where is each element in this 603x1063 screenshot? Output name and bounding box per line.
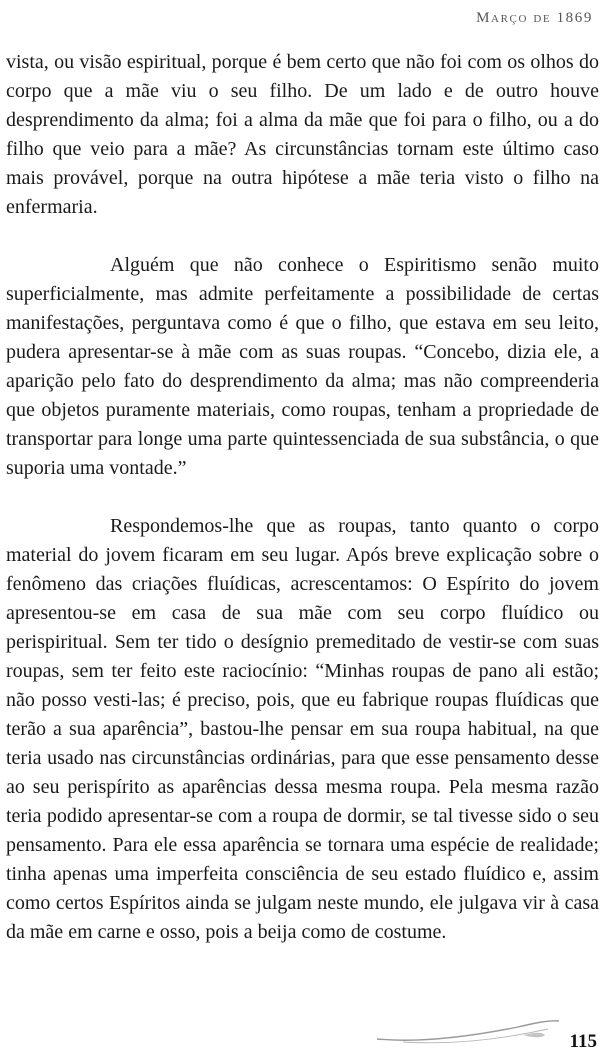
- paragraph-objection: Alguém que não conhece o Espiritismo senão muito superficialmente, mas admite perfeitamente a possibilidade de certas manifestações, perguntava como é que o filho, que estava em seu leito, pudera apresentar-se à mãe com as suas roupas. “Concebo, dizia ele, a aparição pelo fato do desprendimento da alma; mas não compreenderia que objetos puramente materiais, como roupas, tenham a propriedade de transportar para longe uma parte quintessenciada de sua substância, o que suporia uma vontade.”: [6, 254, 599, 479]
- page-body: [6, 48, 599, 947]
- paragraph-continuation: vista, ou visão espiritual, porque é bem certo que não foi com os olhos do corpo que a mãe viu o seu filho. De um lado e de outro houve desprendimento da alma; foi a alma da mãe que foi para o filho, ou a do filho que veio para a mãe? As circunstâncias tornam este último caso mais provável, porque na outra hipótese a mãe teria visto o filho na enfermaria.: [6, 51, 599, 218]
- flourish-swash-icon: [373, 1015, 563, 1045]
- paragraph-response: Respondemos-lhe que as roupas, tanto quanto o corpo material do jovem ficaram em seu lugar. Após breve explicação sobre o fenômeno das criações fluídicas, acrescentamos: O Espírito do jovem apresentou-se em casa de sua mãe com seu corpo fluídico ou perispiritual. Sem ter tido o desígnio premeditado de vestir-se com suas roupas, sem ter feito este raciocínio: “Minhas roupas de pano ali estão; não posso vesti-las; é preciso, pois, que eu fabrique roupas fluídicas que terão a sua aparência”, bastou-lhe pensar em sua roupa habitual, na que teria usado nas circunstâncias ordinárias, para que esse pensamento desse ao seu perispírito as aparências dessa mesma roupa. Pela mesma razão teria podido apresentar-se com a roupa de dormir, se tal tivesse sido o seu pensamento. Para ele essa aparência se tornara uma espécie de realidade; tinha apenas uma imperfeita consciência de seu estado fluídico e, assim como certos Espíritos ainda se julgam neste mundo, ele julgava vir à casa da mãe em carne e osso, pois a beija como de costume.: [6, 515, 599, 943]
- page-number: 115: [569, 1031, 597, 1052]
- running-header: Março de 1869: [476, 10, 593, 26]
